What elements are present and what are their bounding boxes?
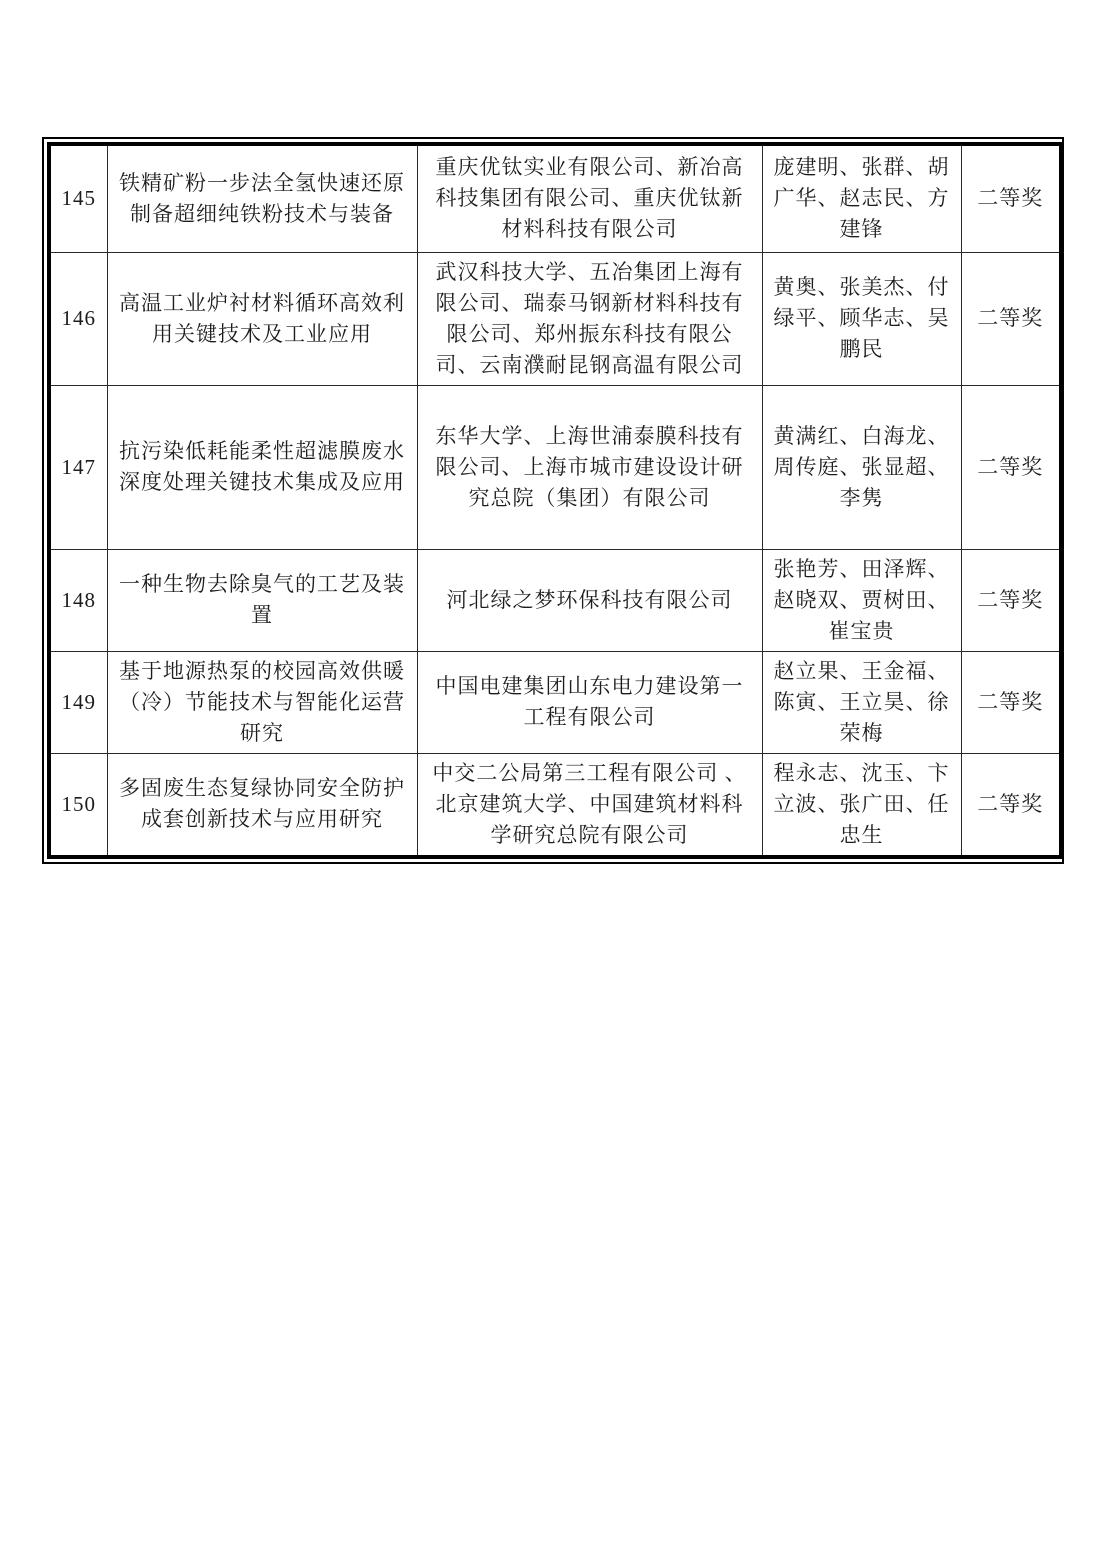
organizations-cell: 东华大学、上海世浦泰膜科技有限公司、上海市城市建设设计研究总院（集团）有限公司 (417, 385, 762, 549)
project-title-cell: 基于地源热泵的校园高效供暖（冷）节能技术与智能化运营研究 (107, 651, 417, 753)
award-level-cell: 二等奖 (961, 252, 1061, 385)
table-row (49, 385, 1061, 549)
row-number-cell: 149 (49, 651, 107, 753)
table-row (49, 549, 1061, 651)
organizations-cell: 河北绿之梦环保科技有限公司 (417, 549, 762, 651)
award-level-cell: 二等奖 (961, 549, 1061, 651)
contributors-cell: 张艳芳、田泽辉、赵晓双、贾树田、崔宝贵 (762, 549, 961, 651)
project-title-cell: 抗污染低耗能柔性超滤膜废水深度处理关键技术集成及应用 (107, 385, 417, 549)
award-level-cell: 二等奖 (961, 753, 1061, 857)
project-title-cell: 一种生物去除臭气的工艺及装置 (107, 549, 417, 651)
award-level-cell: 二等奖 (961, 385, 1061, 549)
award-table (47, 142, 1063, 859)
table-row (49, 252, 1061, 385)
row-number-cell: 146 (49, 252, 107, 385)
contributors-cell: 黄奥、张美杰、付绿平、顾华志、吴鹏民 (762, 252, 961, 385)
contributors-cell: 赵立果、王金福、陈寅、王立昊、徐荣梅 (762, 651, 961, 753)
organizations-cell: 中国电建集团山东电力建设第一工程有限公司 (417, 651, 762, 753)
award-table-frame (42, 137, 1064, 864)
project-title-cell: 铁精矿粉一步法全氢快速还原制备超细纯铁粉技术与装备 (107, 144, 417, 252)
contributors-cell: 黄满红、白海龙、周传庭、张显超、李隽 (762, 385, 961, 549)
table-row (49, 144, 1061, 252)
contributors-cell: 程永志、沈玉、卞立波、张广田、任忠生 (762, 753, 961, 857)
table-row (49, 753, 1061, 857)
project-title-cell: 高温工业炉衬材料循环高效利用关键技术及工业应用 (107, 252, 417, 385)
row-number-cell: 150 (49, 753, 107, 857)
row-number-cell: 147 (49, 385, 107, 549)
organizations-cell: 武汉科技大学、五冶集团上海有限公司、瑞泰马钢新材料科技有限公司、郑州振东科技有限公司、云南濮耐昆钢高温有限公司 (417, 252, 762, 385)
award-level-cell: 二等奖 (961, 144, 1061, 252)
award-level-cell: 二等奖 (961, 651, 1061, 753)
table-row (49, 651, 1061, 753)
row-number-cell: 148 (49, 549, 107, 651)
contributors-cell: 庞建明、张群、胡广华、赵志民、方建锋 (762, 144, 961, 252)
project-title-cell: 多固废生态复绿协同安全防护成套创新技术与应用研究 (107, 753, 417, 857)
row-number-cell: 145 (49, 144, 107, 252)
organizations-cell: 重庆优钛实业有限公司、新冶高科技集团有限公司、重庆优钛新材料科技有限公司 (417, 144, 762, 252)
organizations-cell: 中交二公局第三工程有限公司 、北京建筑大学、中国建筑材料科学研究总院有限公司 (417, 753, 762, 857)
